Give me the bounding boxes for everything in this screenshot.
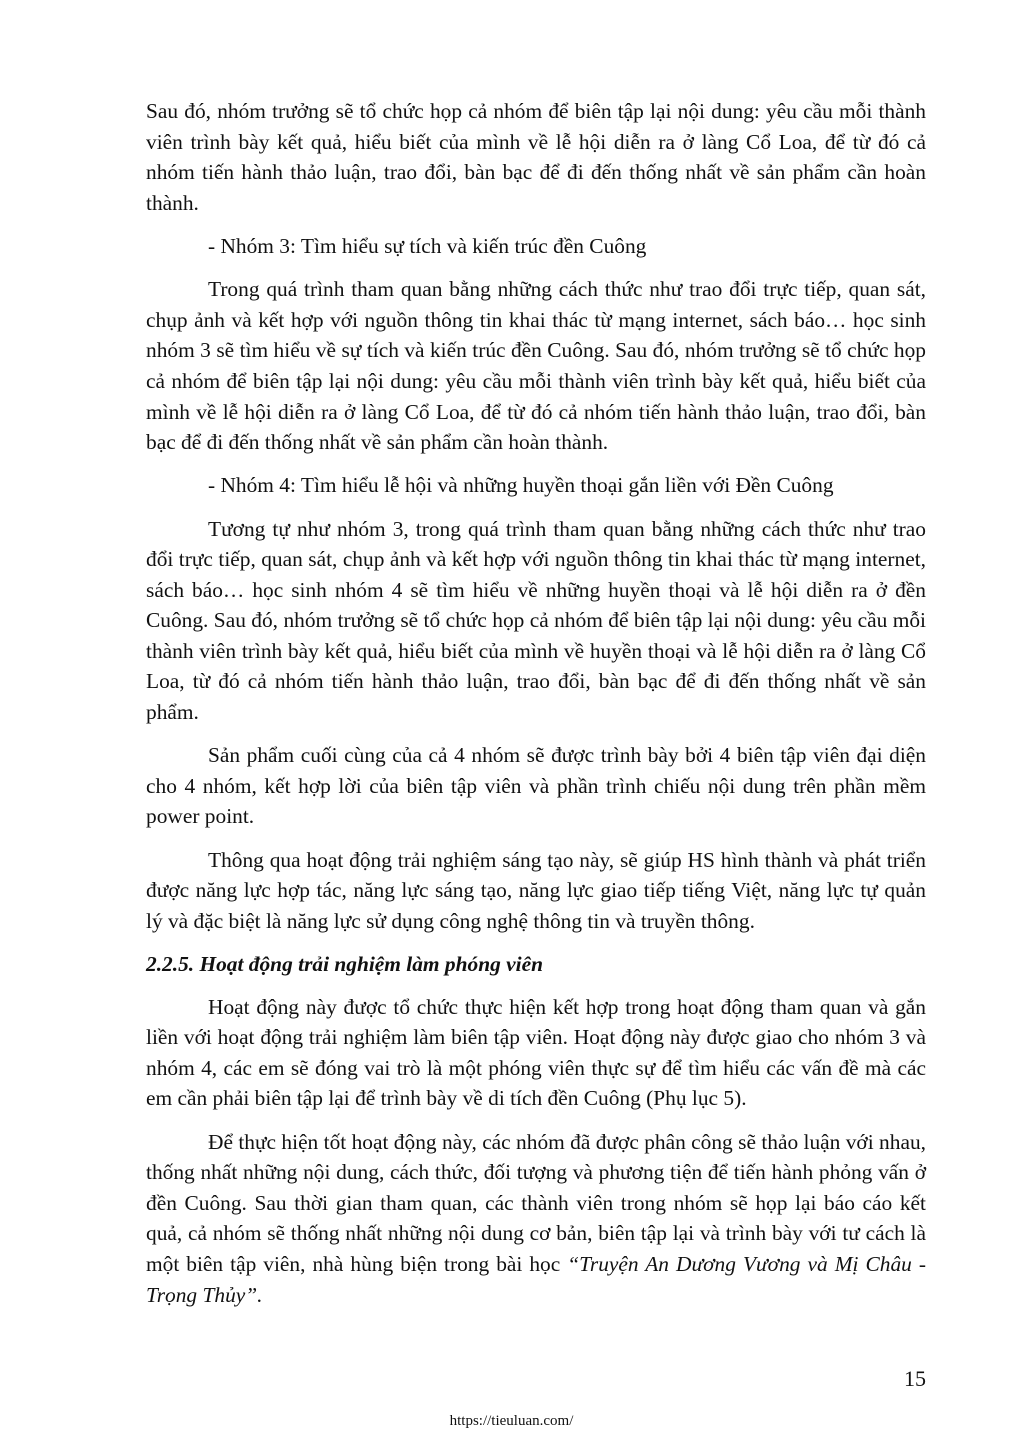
paragraph-group-4: Tương tự như nhóm 3, trong quá trình tham quan bằng những cách thức như trao đổi trực tiếp, quan sát, chụp ảnh và kết hợp với nguồn thông tin khai thác từ mạng internet, sách báo… học sinh nhóm 4 sẽ tìm hiểu về những huyền thoại và lễ hội diễn ra ở đền Cuông. Sau đó, nhóm trưởng sẽ tổ chức họp cả nhóm để biên tập lại nội dung: yêu cầu mỗi thành viên trình bày kết quả, hiểu biết của mình về huyền thoại và lễ hội diễn ra ở làng Cổ Loa, từ đó cả nhóm tiến hành thảo luận, trao đổi, bàn bạc để đi đến thống nhất về sản phẩm. <box>146 516 926 725</box>
group-3-title: - Nhóm 3: Tìm hiểu sự tích và kiến trúc đền Cuông <box>208 233 647 258</box>
paragraph-interview <box>146 1127 926 1311</box>
paragraph-competencies: Thông qua hoạt động trải nghiệm sáng tạo này, sẽ giúp HS hình thành và phát triển được năng lực hợp tác, năng lực sáng tạo, năng lực giao tiếp tiếng Việt, năng lực tự quản lý và đặc biệt là năng lực sử dụng công nghệ thông tin và truyền thông. <box>146 847 926 933</box>
group-4-title: - Nhóm 4: Tìm hiểu lễ hội và những huyền thoại gắn liền với Đền Cuông <box>208 473 834 498</box>
paragraph-intro: Sau đó, nhóm trưởng sẽ tổ chức họp cả nhóm để biên tập lại nội dung: yêu cầu mỗi thành viên trình bày kết quả, hiểu biết của mình về lễ hội diễn ra ở làng Cổ Loa, để từ đó cả nhóm tiến hành thảo luận, trao đổi, bàn bạc để đi đến thống nhất về sản phẩm cần hoàn thành. <box>146 99 926 215</box>
page-number: 15 <box>904 1366 926 1391</box>
paragraph-reporter-activity: Hoạt động này được tổ chức thực hiện kết hợp trong hoạt động tham quan và gắn liền với hoạt động trải nghiệm làm biên tập viên. Hoạt động này được giao cho nhóm 3 và nhóm 4, các em sẽ đóng vai trò là một phóng viên thực sự để tìm hiểu các vấn đề mà các em cần phải biên tập lại để trình bày về di tích đền Cuông (Phụ lục 5). <box>146 994 926 1111</box>
paragraph-interview-text: Để thực hiện tốt hoạt động này, các nhóm đã được phân công sẽ thảo luận với nhau, thống nhất những nội dung, cách thức, đối tượng và phương tiện để tiến hành phỏng vấn ở đền Cuông. Sau thời gian tham quan, các thành viên trong nhóm sẽ họp lại báo cáo kết quả, cả nhóm sẽ thống nhất những nội dung cơ bản, biên tập lại và trình bày với tư cách là một biên tập viên, nhà hùng biện trong bài học <box>146 1129 926 1276</box>
section-heading: 2.2.5. Hoạt động trải nghiệm làm phóng viên <box>146 952 543 976</box>
footer-url: https://tieuluan.com/ <box>449 1413 574 1429</box>
paragraph-final-product: Sản phẩm cuối cùng của cả 4 nhóm sẽ được trình bày bởi 4 biên tập viên đại diện cho 4 nhóm, kết hợp lời của biên tập viên và phần trình chiếu nội dung trên phần mềm power point. <box>146 743 926 829</box>
lesson-title: “Truyện An Dương Vương và Mị Châu - Trọng Thủy”. <box>146 1251 926 1307</box>
paragraph-group-3: Trong quá trình tham quan bằng những cách thức như trao đổi trực tiếp, quan sát, chụp ảnh và kết hợp với nguồn thông tin khai thác từ mạng internet, sách báo… học sinh nhóm 3 sẽ tìm hiểu về sự tích và kiến trúc đền Cuông. Sau đó, nhóm trưởng sẽ tổ chức họp cả nhóm để biên tập lại nội dung: yêu cầu mỗi thành viên trình bày kết quả, hiểu biết của mình về lễ hội diễn ra ở làng Cổ Loa, để từ đó cả nhóm tiến hành thảo luận, trao đổi, bàn bạc để đi đến thống nhất về sản phẩm cần hoàn thành. <box>146 277 926 455</box>
document-body <box>146 96 926 1323</box>
